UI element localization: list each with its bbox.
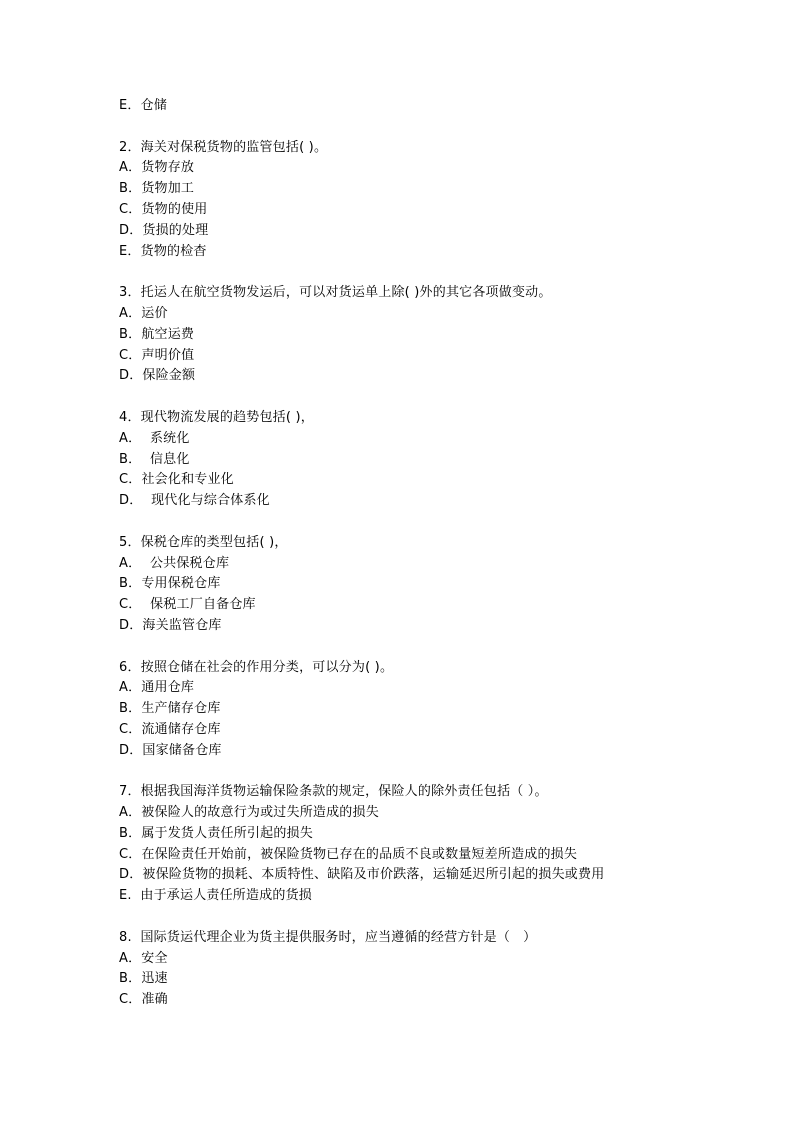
question-line: 5．保税仓库的类型包括( )，: [119, 534, 288, 550]
option-line: A．货物存放: [119, 160, 195, 176]
option-line: B．属于发货人责任所引起的损失: [119, 825, 313, 841]
option-line: C．流通储存仓库: [119, 721, 221, 737]
option-line: D． 现代化与综合体系化: [119, 493, 270, 509]
option-line: B．货物加工: [119, 181, 195, 197]
question-line: 7．根据我国海洋货物运输保险条款的规定，保险人的除外责任包括（ ）。: [119, 784, 548, 800]
question-line: 4．现代物流发展的趋势包括( )，: [119, 409, 314, 425]
option-line: A．通用仓库: [119, 680, 195, 696]
option-line: A．被保险人的故意行为或过失所造成的损失: [119, 805, 379, 821]
blank-line: [119, 907, 679, 928]
option-line: D．货损的处理: [119, 222, 209, 238]
option-line: E. 由于承运人责任所造成的货损: [119, 888, 313, 904]
question-line: 2．海关对保税货物的监管包括( )。: [119, 139, 328, 155]
option-line: E．货物的检杳: [119, 243, 207, 259]
question-line: 3．托运人在航空货物发运后，可以对货运单上除( )外的其它各项做变动。: [119, 285, 552, 301]
blank-line: [119, 637, 679, 658]
option-line: C．货物的使用: [119, 201, 208, 217]
option-line: A． 系统化: [119, 430, 190, 446]
option-line: E．仓储: [119, 98, 168, 113]
question-text-block: [119, 96, 679, 1011]
option-line: A．安全: [119, 950, 168, 966]
question-line: 8. 国际货运代理企业为货主提供服务时，应当遵循的经营方针是（ ）: [119, 929, 537, 945]
option-line: D．保险金额: [119, 368, 196, 384]
blank-line: [119, 262, 679, 283]
option-line: C． 保税工厂自备仓库: [119, 597, 256, 613]
blank-line: [119, 512, 679, 533]
blank-line: [119, 117, 679, 138]
option-line: B．航空运费: [119, 326, 195, 342]
blank-line: [119, 762, 679, 783]
option-line: C．准确: [119, 992, 168, 1008]
option-line: A．运价: [119, 305, 168, 321]
option-line: B． 信息化: [119, 451, 190, 467]
option-line: B．生产储存仓库: [119, 701, 221, 717]
option-line: C．社会化和专业化: [119, 472, 234, 488]
option-line: D．被保险货物的损耗、本质特性、缺陷及市价跌落，运输延迟所引起的损失或费用: [119, 867, 605, 883]
option-line: D．海关监管仓库: [119, 617, 222, 633]
question-line: 6．按照仓储在社会的作用分类，可以分为( )。: [119, 659, 394, 675]
option-line: B．迅速: [119, 971, 168, 987]
option-line: A． 公共保税仓库: [119, 555, 230, 571]
option-line: B．专用保税仓库: [119, 576, 221, 592]
option-line: C．在保险责任开始前，被保险货物已存在的品质不良或数量短差所造成的损失: [119, 846, 578, 862]
option-line: C．声明价值: [119, 347, 195, 363]
blank-line: [119, 387, 679, 408]
option-line: D．国家储备仓库: [119, 742, 222, 758]
